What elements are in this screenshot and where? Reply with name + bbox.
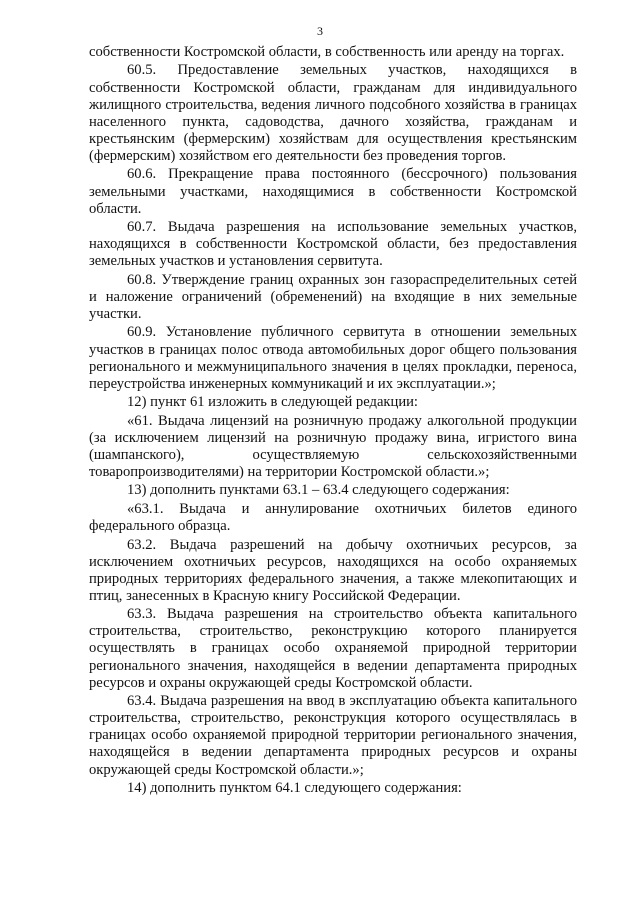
paragraph-continuation: собственности Костромской области, в собственность или аренду на торгах. [89,44,565,60]
paragraph-item-63-4: 63.4. Выдача разрешения на ввод в эксплуатацию объекта капитального строительства, строительство, реконструкция которого осуществлялась в границах особо охраняемой природной территории регионального значения, находящейся в ведении департамента природных ресурсов и охраны окружающей среды Костромской области.»; [89,693,577,778]
paragraph-item-60-8: 60.8. Утверждение границ охранных зон газораспределительных сетей и наложение ограничений (обременений) на входящие в них земельные участки. [89,271,577,322]
paragraph-item-60-9: 60.9. Установление публичного сервитута в отношении земельных участков в границах полос отвода автомобильных дорог общего пользования регионального и межмуниципального значения в целях прокладки, переноса, переустройства инженерных коммуникаций и их эксплуатации.»; [89,324,577,392]
paragraph-item-60-5: 60.5. Предоставление земельных участков, находящихся в собственности Костромской области, гражданам для индивидуального жилищного строительства, ведения личного подсобного хозяйства в границах населенного пункта, садоводства, дачного хозяйства, гражданам и крестьянским (фермерским) хозяйствам для осуществления крестьянским (фермерским) хозяйством его деятельности без проведения торгов. [89,62,577,164]
document-body [89,44,577,797]
paragraph-amendment-13: 13) дополнить пунктами 63.1 – 63.4 следующего содержания: [127,482,510,499]
paragraph-item-60-7: 60.7. Выдача разрешения на использование земельных участков, находящихся в собственности Костромской области, без предоставления земельных участков и установления сервитута. [89,219,577,270]
paragraph-item-61: «61. Выдача лицензий на розничную продажу алкогольной продукции (за исключением лицензий на розничную продажу вина, игристого вина (шампанского), осуществляемую сельскохозяйственными товаропроизводителями) на территории Костромской области.»; [89,412,577,480]
paragraph-item-63-1: «63.1. Выдача и аннулирование охотничьих билетов единого федерального образца. [89,500,577,535]
paragraph-item-63-2: 63.2. Выдача разрешений на добычу охотничьих ресурсов, за исключением охотничьих ресурсов, находящихся на особо охраняемых природных территориях федерального значения, а также млекопитающих и птиц, занесенных в Красную книгу Российской Федерации. [89,536,577,604]
paragraph-amendment-12: 12) пункт 61 изложить в следующей редакции: [127,394,418,411]
page-number: 3 [317,24,323,38]
paragraph-amendment-14: 14) дополнить пунктом 64.1 следующего содержания: [127,780,462,797]
paragraph-item-63-3: 63.3. Выдача разрешения на строительство объекта капитального строительства, строительство, реконструкцию которого планируется осуществлять в границах особо охраняемой природной территории регионального значения, находящейся в ведении департамента природных ресурсов и охраны окружающей среды Костромской области. [89,606,577,691]
paragraph-item-60-6: 60.6. Прекращение права постоянного (бессрочного) пользования земельными участками, находящимися в собственности Костромской области. [89,166,577,217]
